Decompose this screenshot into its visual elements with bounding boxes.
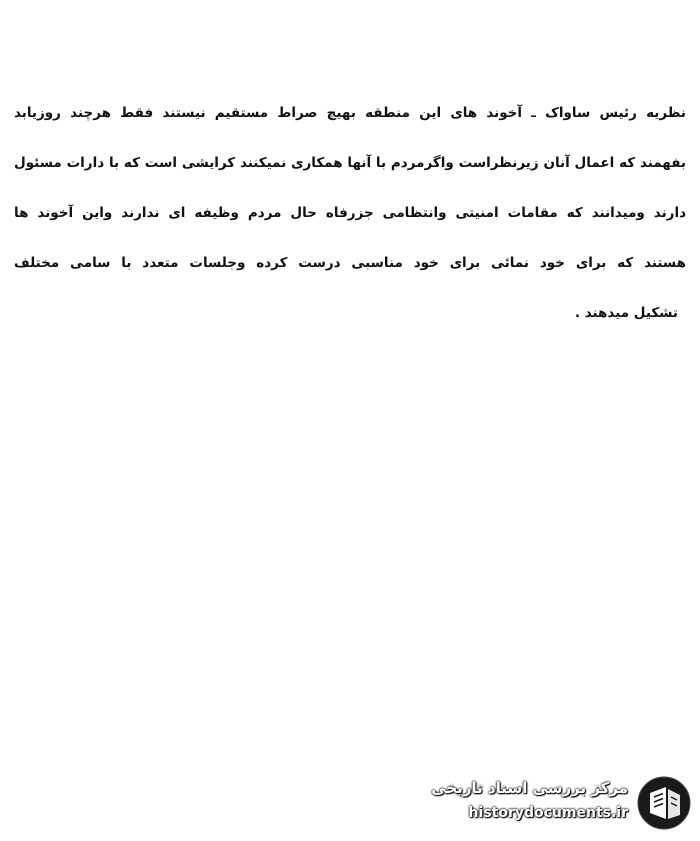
- watermark-title: مرکز بررسی اسناد تاریخی: [431, 779, 628, 797]
- document-line-1: نظریه رئیس ساواک ـ آخوند های این منطقه بهیچ صراط مستقیم نیستند فقط هرچند روزیابد: [14, 105, 686, 121]
- document-line-3: دارند ومیدانند که مقامات امنیتی وانتظامی جزرفاه حال مردم وظیفه ای ندارند واین آخوند ها: [14, 205, 686, 221]
- document-line-4: هستند که برای خود نمائی برای خود مناسبی درست کرده وجلسات متعدد با سامی مختلف: [14, 255, 686, 271]
- document-line-5: تشکیل میدهند .: [574, 305, 678, 321]
- archive-logo-icon: [636, 775, 692, 831]
- document-body: [14, 88, 686, 338]
- document-line-2: بفهمند که اعمال آنان زیرنظراست واگرمردم با آنها همکاری نمیکنند کرایشی است که با دارات مسئول: [14, 155, 686, 171]
- watermark-url: historydocuments.ir: [468, 805, 628, 821]
- watermark: [402, 773, 692, 833]
